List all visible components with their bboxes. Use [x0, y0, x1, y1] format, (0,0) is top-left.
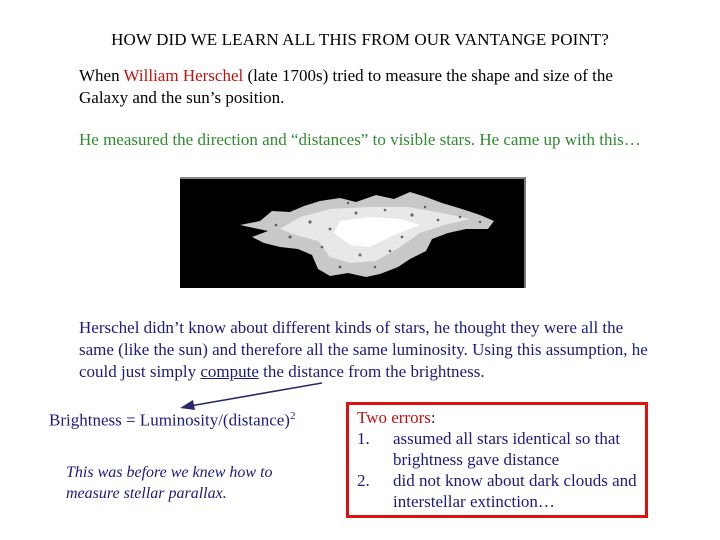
errors-heading-label: Two errors	[357, 408, 431, 427]
error-item-text: assumed all stars identical so that brightness gave distance	[393, 429, 621, 469]
intro-paragraph	[79, 65, 649, 109]
herschel-name: William Herschel	[123, 66, 244, 85]
formula-exponent: 2	[289, 410, 296, 422]
compute-keyword: compute	[200, 362, 259, 381]
error-item	[357, 470, 645, 512]
assumption-before: Herschel didn’t know about different kinds of stars, he thought they were all the same (like the sun) and therefore all the same luminosity. Using this assumption, he could just simply	[79, 318, 648, 381]
errors-heading	[357, 407, 645, 428]
error-item	[357, 428, 645, 470]
assumption-paragraph	[79, 317, 659, 383]
formula-text: Brightness = Luminosity/(distance)	[49, 410, 290, 430]
measured-paragraph: He measured the direction and “distances” to visible stars. He came up with this…	[79, 130, 641, 149]
errors-heading-colon: :	[430, 408, 436, 427]
error-item-number: 2.	[357, 471, 370, 490]
assumption-after: the distance from the brightness.	[258, 362, 485, 381]
slide-title: HOW DID WE LEARN ALL THIS FROM OUR VANTANGE POINT?	[111, 30, 609, 49]
intro-after: (late 1700s) tried to measure the shape and size of the Galaxy and the sun’s position.	[79, 66, 613, 107]
error-item-number: 1.	[357, 429, 370, 448]
errors-box	[346, 402, 648, 518]
parallax-note: This was before we knew how to measure stellar parallax.	[66, 464, 273, 502]
intro-before: When	[79, 66, 124, 85]
error-item-text: did not know about dark clouds and interstellar extinction…	[393, 471, 637, 511]
brightness-formula	[49, 410, 295, 431]
herschel-galaxy-map-image	[180, 177, 526, 288]
